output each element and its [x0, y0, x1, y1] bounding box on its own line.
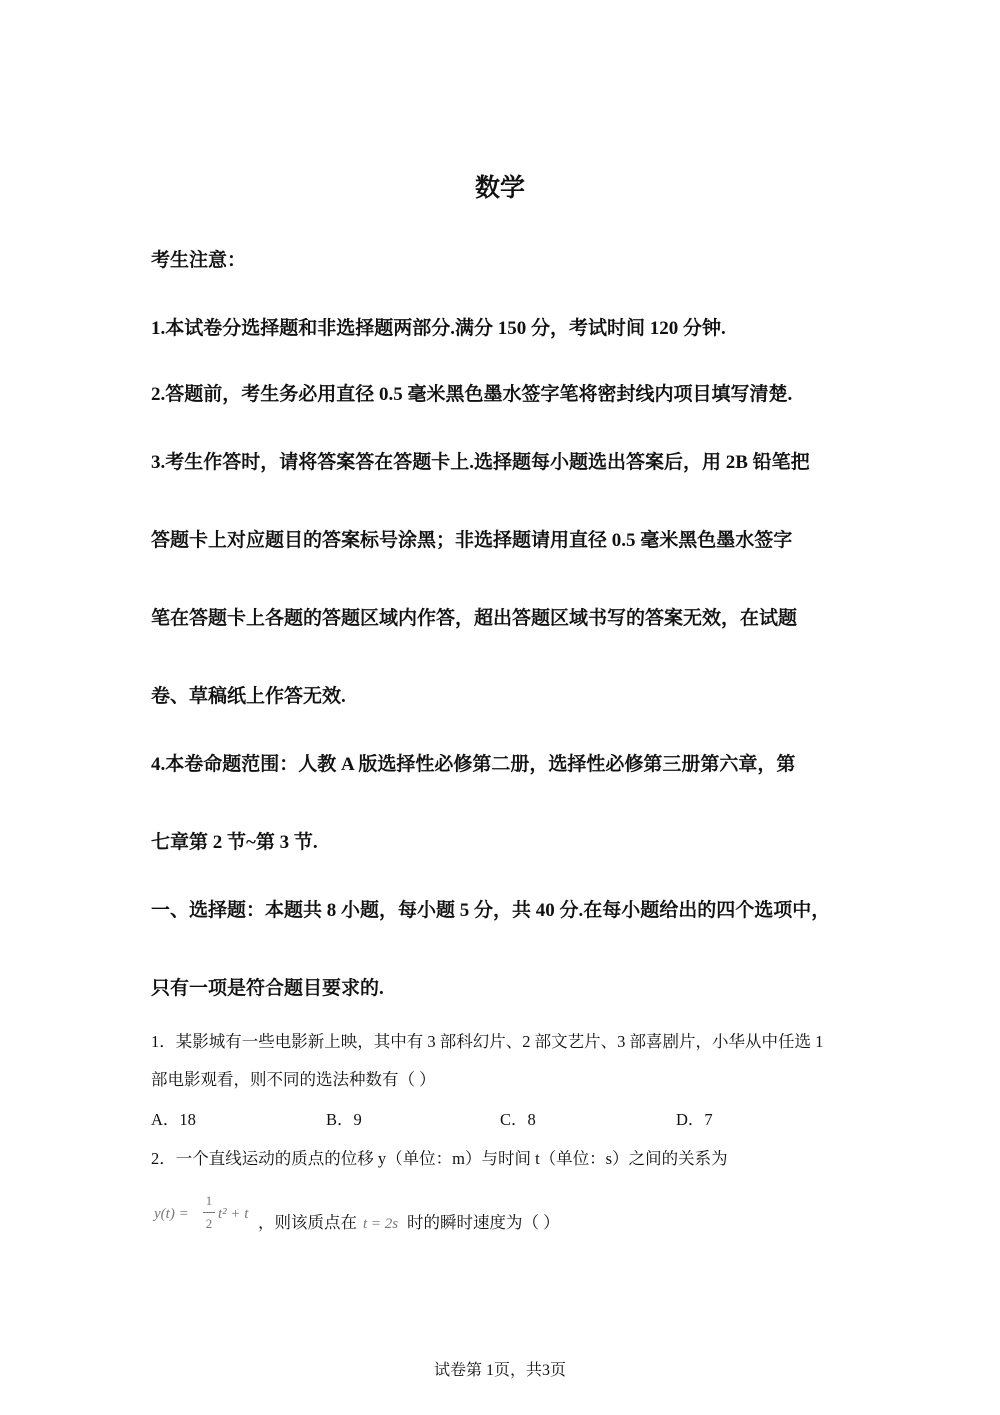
question-2-line-2-tail: 时的瞬时速度为（ ）	[407, 1213, 560, 1232]
notice-line-2: 2.答题前，考生务必用直径 0.5 毫米黑色墨水签字笔将密封线内项目填写清楚.	[151, 384, 793, 405]
question-2-line-2-text: ，则该质点在	[258, 1213, 357, 1232]
question-1-option-b: B．9	[326, 1110, 362, 1129]
question-1-option-c: C．8	[500, 1110, 536, 1129]
notice-line-3: 3.考生作答时，请将答案答在答题卡上.选择题每小题选出答案后，用 2B 铅笔把	[151, 452, 810, 473]
notice-heading: 考生注意：	[151, 250, 247, 271]
formula-numerator: 1	[205, 1193, 213, 1208]
question-1-option-a: A．18	[151, 1110, 196, 1129]
formula-lhs: y(t) =	[154, 1206, 189, 1222]
question-1-line-2: 部电影观看，则不同的选法种数有（ ）	[151, 1070, 436, 1089]
section-heading-line-2: 只有一项是符合题目要求的.	[151, 978, 384, 999]
formula-t-value: t = 2s	[363, 1216, 399, 1232]
notice-line-6: 卷、草稿纸上作答无效.	[151, 686, 346, 707]
question-1-option-d: D．7	[676, 1110, 713, 1129]
notice-line-4: 答题卡上对应题目的答案标号涂黑；非选择题请用直径 0.5 毫米黑色墨水签字	[151, 530, 793, 551]
notice-line-7: 4.本卷命题范围：人教 A 版选择性必修第二册，选择性必修第三册第六章，第	[151, 754, 796, 775]
formula-denominator: 2	[205, 1216, 213, 1231]
formula-rhs: t² + t	[218, 1206, 249, 1222]
page-footer: 试卷第 1页，共3页	[433, 1362, 566, 1379]
question-1-line-1: 1．某影城有一些电影新上映，其中有 3 部科幻片、2 部文艺片、3 部喜剧片，小华从中任选 1	[151, 1032, 824, 1051]
notice-line-1: 1.本试卷分选择题和非选择题两部分.满分 150 分，考试时间 120 分钟.	[151, 318, 726, 339]
section-heading-line-1: 一、选择题：本题共 8 小题，每小题 5 分，共 40 分.在每小题给出的四个选项中，	[151, 900, 831, 921]
notice-line-8: 七章第 2 节~第 3 节.	[151, 832, 318, 853]
fraction-bar	[203, 1212, 215, 1213]
question-2-line-1: 2．一个直线运动的质点的位移 y（单位：m）与时间 t（单位：s）之间的关系为	[151, 1149, 728, 1168]
page-title: 数学	[474, 175, 525, 202]
notice-line-5: 笔在答题卡上各题的答题区域内作答，超出答题区域书写的答案无效，在试题	[151, 608, 798, 629]
